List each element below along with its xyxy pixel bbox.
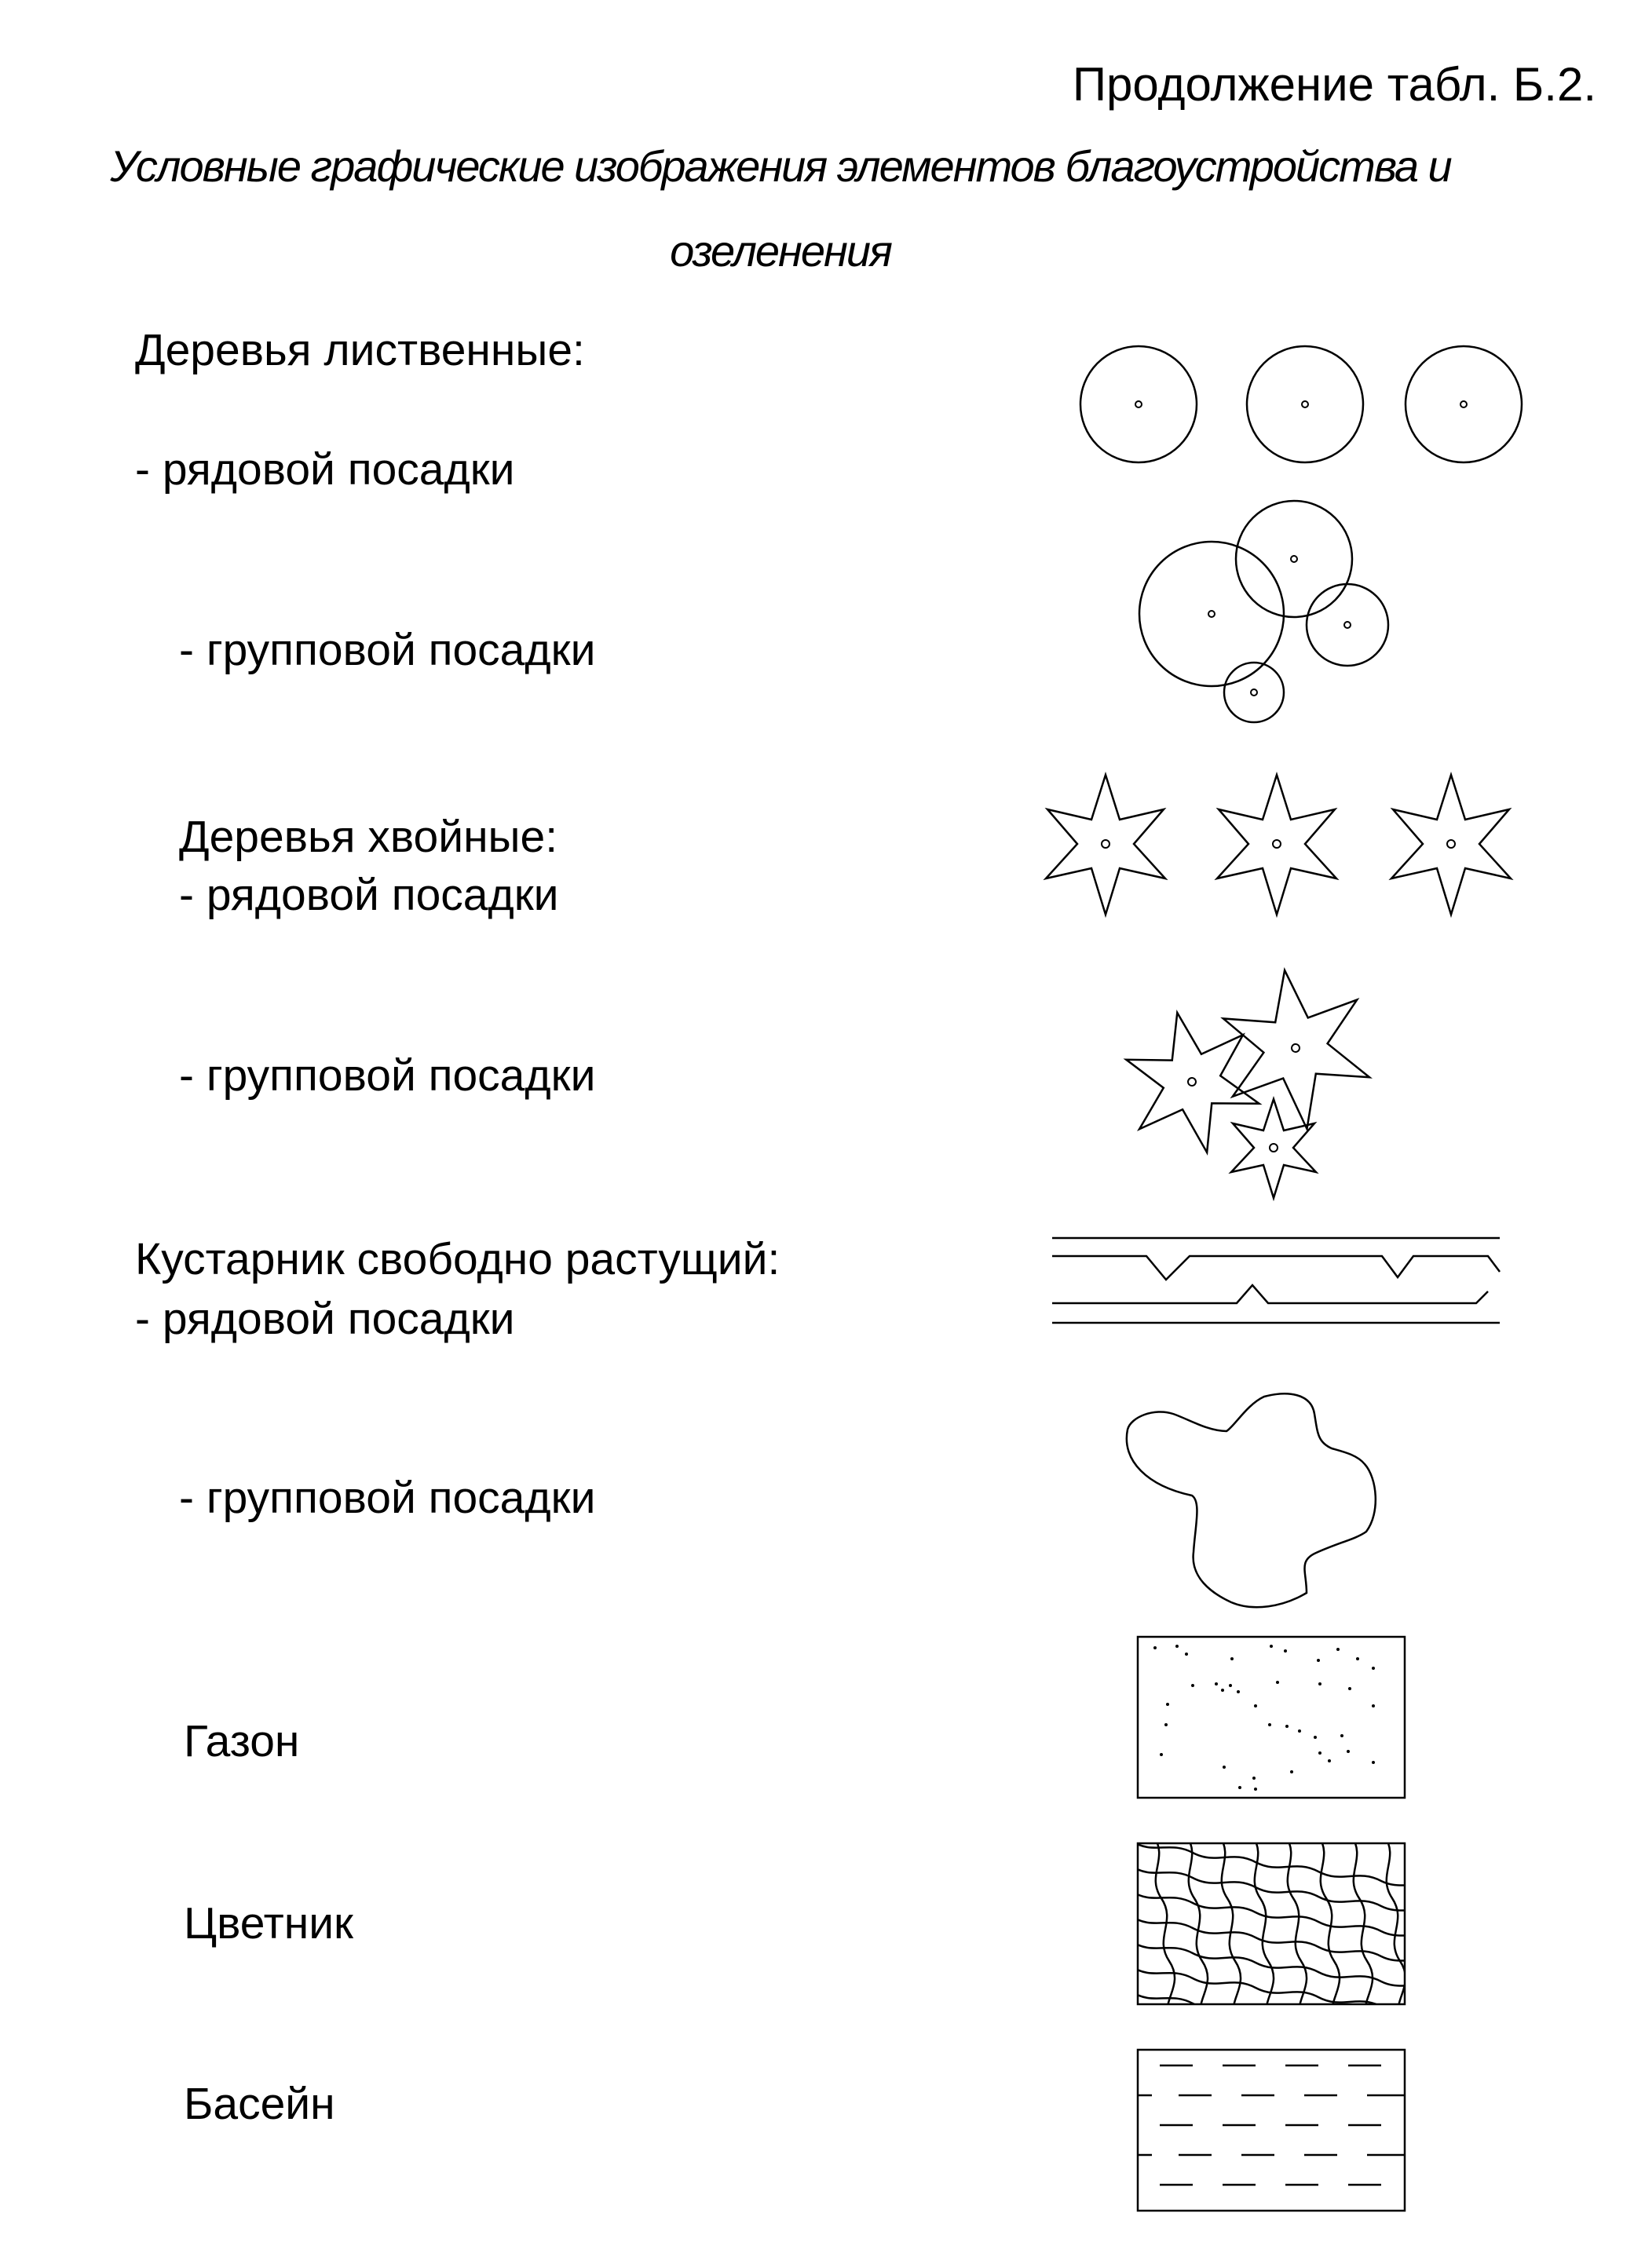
pool-icon	[1138, 2050, 1408, 2215]
label-lawn: Газон	[184, 1716, 300, 1766]
label-conifer-group: - групповой посадки	[179, 1050, 596, 1101]
label-pool: Басейн	[184, 2079, 335, 2129]
label-flowerbed: Цветник	[184, 1898, 353, 1948]
conifer-group-icon	[1099, 958, 1398, 1209]
lawn-icon	[1138, 1637, 1408, 1802]
label-conifer-heading: Деревья хвойные:	[179, 812, 558, 862]
deciduous-group-icon	[1131, 495, 1398, 730]
shrub-group-icon	[1107, 1386, 1390, 1613]
flowerbed-icon	[1138, 1843, 1408, 2008]
label-deciduous-heading: Деревья лиственные:	[135, 325, 585, 375]
label-deciduous-row: - рядовой посадки	[135, 444, 515, 495]
label-shrub-group: - групповой посадки	[179, 1473, 596, 1523]
shrub-row-icon	[1052, 1221, 1508, 1339]
label-shrub-row: - рядовой посадки	[135, 1294, 515, 1344]
conifer-row-icon	[1021, 765, 1539, 930]
continuation-note: Продолжение табл. Б.2.	[1072, 58, 1596, 111]
label-shrub-heading: Кустарник свободно растущий:	[135, 1234, 780, 1284]
deciduous-row-icon	[1076, 345, 1531, 479]
label-conifer-row: - рядовой посадки	[179, 870, 559, 920]
page-title: Условные графические изображения элементов благоустройства и озеленения	[110, 141, 1451, 276]
label-deciduous-group: - групповой посадки	[179, 625, 596, 675]
